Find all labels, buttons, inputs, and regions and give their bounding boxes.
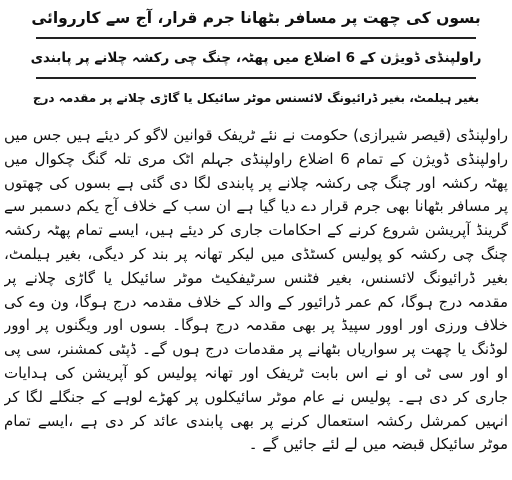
article-paragraph: راولپنڈی (قیصر شیرازی) حکومت نے نئے ٹریفک قوانین لاگو کر دیئے ہیں جس میں راولپنڈی ڈویژن کے تمام 6 اضلاع راولپنڈی جہلم اٹک مری تلہ گنگ چکوال میں پھٹہ رکشہ اور چنگ چی رکشہ چلانے پر پابندی لگا دی گئی ہے بسوں کی چھتوں پر مسافر بٹھانا بھی جرم قرار دے دیا گیا ہے ان سب کے خلاف آج یکم دسمبر سے گرینڈ آپریشن شروع کرنے کے احکامات جاری کر دیئے ہیں، ایسے تمام پھٹہ رکشہ چنگ چی رکشہ کو پولیس کسٹڈی میں لیکر تھانہ پر بند کر دیگی، بغیر ہیلمٹ، بغیر ڈرائیونگ لائسنس، بغیر فٹنس سرٹیفکیٹ موٹر سائیکل یا گاڑی چلانے پر مقدمہ درج ہوگا، کم عمر ڈرائیور کے والد کے خلاف مقدمہ درج ہوگا، ون وے کی خلاف ورزی اور اوور سپیڈ پر بھی مقدمہ درج ہوگا۔ بسوں اور ویگنوں پر اوور لوڈنگ یا چھت پر سواریاں بٹھانے پر مقدمات درج ہوں گے۔ ڈپٹی کمشنر، سی پی او اور سی ٹی او نے اس بابت ٹریفک اور تھانہ پولیس کو آپریشن کی ہدایات جاری کر دی ہے۔ پولیس نے عام موٹر سائیکلوں پر کھڑے لوہے کے جنگلے لگا کر انہیں کمرشل رکشہ استعمال کرنے پر بھی پابندی عائد کر دی ہے ،ایسے تمام موٹر سائیکل قبضہ میں لے لئے جائیں گے ۔	[4, 126, 508, 454]
headline-sub-1: راولپنڈی ڈویژن کے 6 اضلاع میں پھٹہ، چنگ چی رکشہ چلانے پر پابندی	[30, 50, 482, 66]
headline-main: بسوں کی چھت پر مسافر بٹھانا جرم قرار، آج سے کارروائی	[31, 9, 481, 27]
headline-sub-2: بغیر ہیلمٹ، بغیر ڈرائیونگ لائسنس موٹر سائیکل یا گاڑی چلانے پر مقدمہ درج	[32, 91, 480, 105]
article-body	[4, 124, 508, 478]
divider	[36, 37, 476, 39]
headline-block	[30, 0, 482, 118]
divider	[36, 77, 476, 79]
